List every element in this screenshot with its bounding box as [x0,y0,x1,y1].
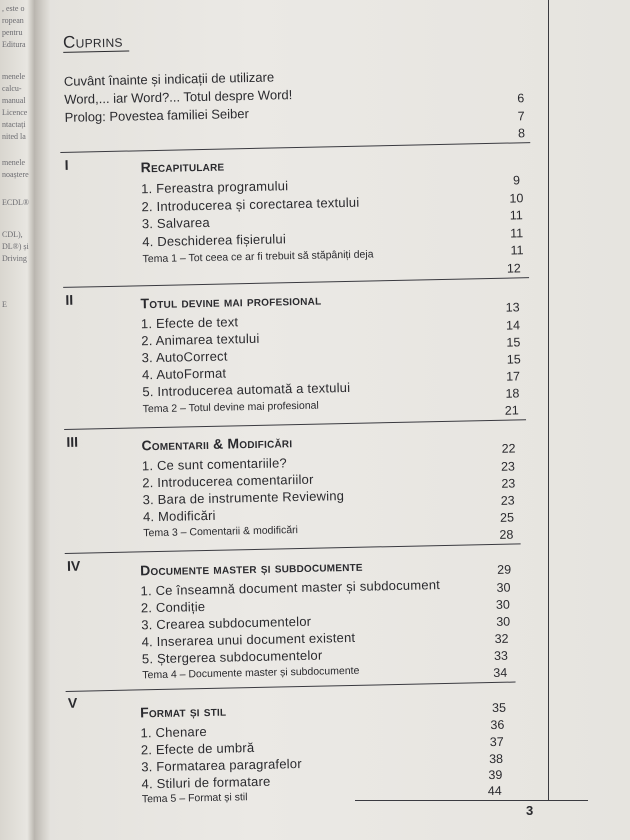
toc-item: 4. Stiluri de formatare [141,773,271,792]
left-fragment: menele [2,72,26,81]
left-fragment: ntactați [2,120,26,129]
toc-item: 2. Introducerea comentariilor [142,471,314,491]
toc-item: 4. Inserarea unui document existent [141,629,356,650]
page-title: Cuprins [62,31,123,52]
toc-page: 21 [504,403,519,418]
left-fragment: nited la [2,132,26,141]
toc-item: 3. Formatarea paragrafelor [141,756,302,775]
toc-theme: Tema 2 – Totul devine mai profesional [142,399,319,416]
toc-item: 2. Animarea textului [141,330,260,349]
chapter-numeral: I [64,156,69,173]
toc-page: 23 [501,476,516,491]
intro-page: 6 [517,91,525,106]
left-fragment: manual [2,96,26,105]
toc-item: 1. Chenare [140,724,207,741]
chapter-title: Totul devine mai profesional [140,291,322,312]
toc-item: 4. Modificări [142,507,216,525]
toc-item: 4. AutoFormat [141,365,227,383]
chapter-title: Recapitulare [140,157,225,176]
toc-item: 5. Introducerea automată a textului [142,379,351,400]
toc-item: 1. Ce sunt comentariile? [141,455,288,474]
chapter-rule [66,682,516,692]
chapter-title: Documente master și subdocumente [139,557,363,579]
toc-page: 15 [506,352,521,367]
chapter-numeral: V [67,694,78,711]
chapter-numeral: II [65,291,74,308]
chapter-rule [65,543,521,554]
title-underline [63,50,129,52]
toc-page: 18 [505,386,520,401]
toc-page: 11 [509,208,523,223]
toc-theme: Tema 1 – Tot ceea ce ar fi trebuit să stăpâniți deja [142,248,374,266]
left-fragment: ropean [2,16,24,25]
intro-page: 8 [517,126,526,141]
left-fragment: calcu- [2,84,22,93]
chapter-page: 22 [501,441,516,456]
left-fragment: Editura [2,40,26,49]
toc-page: 14 [505,318,521,333]
toc-item: 4. Deschiderea fișierului [142,231,287,250]
left-fragment: DL®) și [2,242,29,251]
toc-item: 3. Bara de instrumente Reviewing [142,488,345,508]
intro-entry: Prolog: Povestea familiei Seiber [64,106,249,125]
intro-entry: Word,... iar Word?... Totul despre Word! [64,87,293,107]
toc-page: 9 [512,173,521,188]
chapter-rule [63,277,529,288]
toc-item: 2. Introducerea și corectarea textului [141,194,360,215]
toc-page: 39 [488,767,503,783]
toc-theme: Tema 3 – Comentarii & modificări [143,524,299,540]
toc-page: 23 [500,459,516,474]
toc-page: 33 [493,648,509,663]
toc-page: 30 [495,597,510,612]
chapter-page: 29 [497,562,512,577]
left-fragment: Driving [2,254,27,263]
toc-item: 3. Crearea subdocumentelor [141,613,312,633]
left-fragment: CDL), [2,230,23,239]
chapter-title: Comentarii & Modificări [141,434,293,454]
toc-page: 30 [496,580,511,595]
left-fragment: pentru [2,28,23,37]
toc-page: 15 [506,335,521,350]
toc-item: 2. Condiție [140,599,206,616]
toc-page: 28 [499,527,514,542]
toc-item: 3. AutoCorrect [141,348,228,366]
chapter-rule [64,419,526,430]
toc-page: 37 [489,734,504,750]
toc-page: 25 [499,510,515,525]
left-fragment: E [2,300,7,309]
chapter-numeral: IV [66,557,81,574]
toc-page: 30 [496,614,511,629]
toc-page: 11 [510,243,524,258]
chapter-page: 35 [491,700,507,716]
toc-page: 32 [494,631,509,646]
toc-page: 38 [488,751,504,767]
toc-item: 3. Salvarea [141,214,210,232]
left-fragment: , este o [2,4,25,13]
toc-item: 2. Efecte de umbră [140,740,255,758]
intro-page: 7 [517,109,525,124]
left-fragment: Licence [2,108,28,117]
toc-item: 1. Ce înseamnă document master și subdocument [140,577,441,599]
chapter-rule [60,142,530,153]
toc-page: 34 [493,665,508,681]
toc-item: 5. Ștergerea subdocumentelor [141,647,323,667]
toc-item: 1. Fereastra programului [140,178,289,197]
toc-page: 12 [506,261,521,276]
toc-page: 44 [487,783,502,799]
toc-page: 23 [500,493,515,508]
toc-page: 36 [490,717,505,733]
chapter-title: Format și stil [139,702,227,721]
left-fragment: ECDL® [2,198,29,207]
page-number: 3 [526,803,534,818]
toc-theme: Tema 5 – Format și stil [141,791,248,806]
toc-page: 17 [505,369,521,384]
left-fragment: noaștere [2,170,29,179]
left-fragment: menele [2,158,26,167]
intro-entry: Cuvânt înainte și indicații de utilizare [63,69,275,89]
toc-theme: Tema 4 – Documente master și subdocumente [142,664,360,682]
toc-page: 11 [509,226,524,241]
chapter-page: 13 [505,300,520,315]
toc-item: 1. Efecte de text [140,314,239,332]
toc-page: 10 [509,191,524,206]
chapter-numeral: III [66,433,79,450]
